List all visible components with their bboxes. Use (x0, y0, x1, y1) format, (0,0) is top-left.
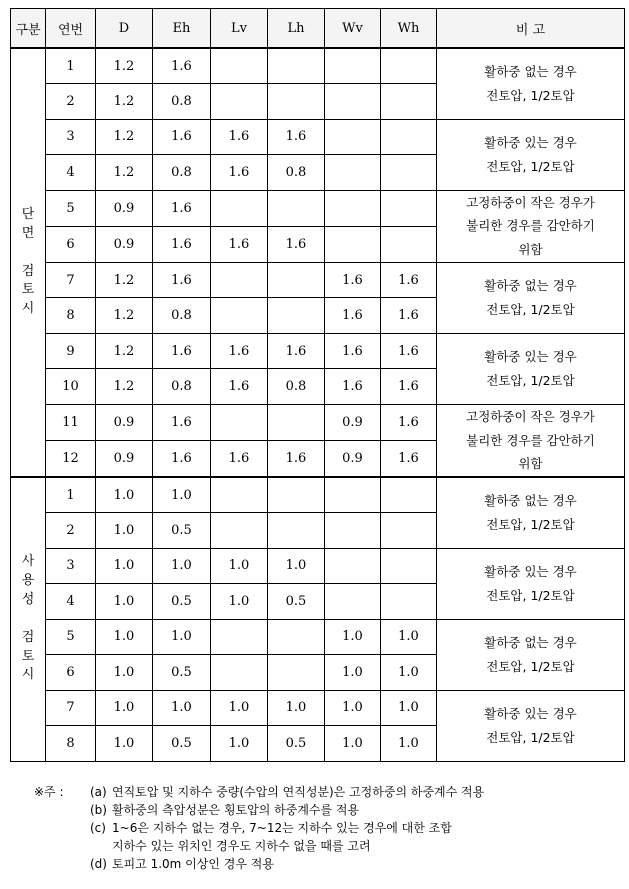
header-wv: Wv (325, 9, 381, 49)
factor-cell-lh (268, 513, 325, 549)
factor-cell-wh (381, 155, 437, 191)
factor-cell-d: 1.0 (96, 548, 153, 584)
factor-cell-wv (325, 226, 381, 262)
factor-cell-d: 1.2 (96, 333, 153, 369)
factor-cell-wv: 0.9 (325, 404, 381, 440)
group-label-char: 검 (21, 263, 35, 279)
factor-cell-lh: 0.5 (268, 726, 325, 762)
serial-cell: 5 (46, 190, 96, 226)
factor-cell-eh: 0.8 (153, 298, 211, 334)
factor-cell-wh: 1.0 (381, 619, 437, 655)
footnote-mark: (c) (90, 821, 106, 835)
factor-cell-lh: 1.6 (268, 226, 325, 262)
serial-cell: 7 (46, 262, 96, 298)
table-row (11, 404, 625, 440)
factor-cell-lh: 0.8 (268, 369, 325, 405)
factor-cell-wh: 1.6 (381, 369, 437, 405)
factor-cell-wh (381, 84, 437, 120)
factor-cell-lv (211, 298, 268, 334)
factor-cell-lh: 0.8 (268, 155, 325, 191)
factor-cell-eh: 1.6 (153, 262, 211, 298)
factor-cell-wh: 1.6 (381, 333, 437, 369)
footnote-text: 1~6은 지하수 없는 경우, 7~12는 지하수 있는 경우에 대한 조합 (112, 821, 452, 835)
factor-cell-lv: 1.0 (211, 726, 268, 762)
remark-cell (437, 119, 625, 190)
factor-cell-lh (268, 477, 325, 513)
factor-cell-lh: 1.6 (268, 441, 325, 477)
factor-cell-lh (268, 190, 325, 226)
serial-cell: 8 (46, 726, 96, 762)
factor-cell-lv: 1.6 (211, 333, 268, 369)
factor-cell-lv (211, 84, 268, 120)
factor-cell-d: 1.0 (96, 690, 153, 726)
factor-cell-eh: 0.5 (153, 513, 211, 549)
factor-cell-wh (381, 548, 437, 584)
header-wh: Wh (381, 9, 437, 49)
factor-cell-wh: 1.6 (381, 404, 437, 440)
header-d: D (96, 9, 153, 49)
factor-cell-d: 1.2 (96, 298, 153, 334)
factor-cell-d: 1.2 (96, 84, 153, 120)
serial-cell: 5 (46, 619, 96, 655)
factor-cell-wh: 1.6 (381, 441, 437, 477)
factor-cell-d: 1.2 (96, 155, 153, 191)
serial-cell: 6 (46, 226, 96, 262)
remark-line: 전토압, 1/2토압 (486, 372, 575, 388)
header-remarks: 비 고 (437, 9, 625, 49)
footnote-lead: ※주 : (34, 785, 64, 799)
remark-line: 전토압, 1/2토압 (486, 729, 575, 745)
factor-cell-wh (381, 119, 437, 155)
factor-cell-lv: 1.6 (211, 226, 268, 262)
factor-cell-eh: 1.0 (153, 548, 211, 584)
factor-cell-wv (325, 155, 381, 191)
remark-line: 활하중 없는 경우 (484, 493, 577, 508)
serial-cell: 3 (46, 119, 96, 155)
factor-cell-d: 0.9 (96, 226, 153, 262)
footnote-c (34, 819, 614, 837)
factor-cell-eh: 1.6 (153, 404, 211, 440)
serial-cell: 7 (46, 690, 96, 726)
factor-cell-eh: 0.8 (153, 155, 211, 191)
header-eh: Eh (153, 9, 211, 49)
remark-line: 전토압, 1/2토압 (486, 587, 575, 603)
factor-cell-lh (268, 262, 325, 298)
remark-line: 위함 (518, 456, 543, 472)
factor-cell-lv (211, 48, 268, 84)
remark-line: 활하중 있는 경우 (484, 563, 577, 579)
factor-cell-d: 0.9 (96, 404, 153, 440)
group-label (11, 477, 46, 761)
group-label-char: 사 (21, 554, 35, 570)
serial-cell: 4 (46, 155, 96, 191)
factor-cell-wv (325, 48, 381, 84)
factor-cell-eh: 1.6 (153, 441, 211, 477)
group-label-char (11, 610, 45, 629)
factor-cell-wh (381, 226, 437, 262)
factor-cell-eh: 1.6 (153, 119, 211, 155)
factor-cell-lh (268, 84, 325, 120)
remark-cell (437, 333, 625, 404)
factor-cell-d: 1.0 (96, 619, 153, 655)
factor-cell-eh: 0.8 (153, 84, 211, 120)
factor-cell-lh (268, 48, 325, 84)
remark-cell (437, 690, 625, 761)
factor-cell-lv (211, 477, 268, 513)
serial-cell: 2 (46, 513, 96, 549)
remark-line: 전토압, 1/2토압 (486, 158, 575, 174)
factor-cell-lv (211, 262, 268, 298)
factor-cell-wv: 1.0 (325, 726, 381, 762)
factor-cell-lh (268, 655, 325, 691)
factor-cell-lh: 0.5 (268, 584, 325, 620)
factor-cell-wh (381, 48, 437, 84)
remark-cell (437, 477, 625, 548)
factor-cell-lh: 1.6 (268, 119, 325, 155)
factor-cell-lh (268, 619, 325, 655)
table-row (11, 619, 625, 655)
factor-cell-wh (381, 190, 437, 226)
factor-cell-wv: 0.9 (325, 441, 381, 477)
factor-cell-wv (325, 584, 381, 620)
remark-line: 고정하중이 작은 경우가 (466, 194, 595, 210)
serial-cell: 3 (46, 548, 96, 584)
footnote-mark: (d) (90, 857, 107, 871)
table-row (11, 333, 625, 369)
remark-line: 전토압, 1/2토압 (486, 658, 575, 674)
load-combination-table (10, 8, 625, 762)
factor-cell-lv: 1.6 (211, 369, 268, 405)
header-lh: Lh (268, 9, 325, 49)
factor-cell-lh: 1.0 (268, 548, 325, 584)
factor-cell-wh (381, 477, 437, 513)
table-row (11, 190, 625, 226)
footnotes (34, 783, 614, 873)
group-label-char: 시 (21, 301, 35, 317)
factor-cell-lv: 1.6 (211, 155, 268, 191)
factor-cell-d: 1.2 (96, 369, 153, 405)
factor-cell-lv (211, 655, 268, 691)
group-label (11, 48, 46, 477)
group-label-char (11, 244, 45, 263)
factor-cell-lh (268, 404, 325, 440)
factor-cell-d: 1.0 (96, 655, 153, 691)
remark-cell (437, 619, 625, 690)
serial-cell: 11 (46, 404, 96, 440)
factor-cell-wv (325, 513, 381, 549)
factor-cell-wh (381, 513, 437, 549)
header-category: 구분 (11, 9, 46, 49)
group-label-char: 검 (21, 629, 35, 645)
remark-line: 고정하중이 작은 경우가 (466, 408, 595, 424)
factor-cell-lv (211, 404, 268, 440)
factor-cell-lh: 1.6 (268, 333, 325, 369)
remark-line: 전토압, 1/2토압 (486, 301, 575, 317)
factor-cell-d: 0.9 (96, 441, 153, 477)
factor-cell-wv: 1.6 (325, 262, 381, 298)
factor-cell-lv: 1.6 (211, 119, 268, 155)
factor-cell-eh: 1.6 (153, 48, 211, 84)
factor-cell-d: 1.0 (96, 477, 153, 513)
remark-line: 불리한 경우를 감안하기 (466, 432, 595, 448)
factor-cell-eh: 1.0 (153, 619, 211, 655)
group-label-char: 성 (21, 591, 35, 607)
factor-cell-d: 1.0 (96, 584, 153, 620)
factor-cell-lv (211, 619, 268, 655)
factor-cell-wv: 1.0 (325, 619, 381, 655)
serial-cell: 9 (46, 333, 96, 369)
factor-cell-lv (211, 190, 268, 226)
factor-cell-wv: 1.0 (325, 655, 381, 691)
header-serial: 연번 (46, 9, 96, 49)
factor-cell-wv (325, 190, 381, 226)
remark-line: 전토압, 1/2토압 (486, 516, 575, 532)
factor-cell-wv (325, 477, 381, 513)
table-row (11, 548, 625, 584)
factor-cell-wv (325, 84, 381, 120)
remark-cell (437, 190, 625, 262)
group-label-char: 면 (21, 225, 35, 241)
group-label-char: 용 (21, 573, 35, 589)
remark-line: 활하중 없는 경우 (484, 634, 577, 650)
remark-line: 활하중 없는 경우 (484, 64, 577, 79)
factor-cell-d: 0.9 (96, 190, 153, 226)
remark-line: 불리한 경우를 감안하기 (466, 218, 595, 234)
remark-cell (437, 404, 625, 477)
footnote-mark: (b) (90, 803, 107, 817)
serial-cell: 1 (46, 48, 96, 84)
serial-cell: 10 (46, 369, 96, 405)
factor-cell-wv: 1.0 (325, 690, 381, 726)
footnote-c-continuation: 지하수 있는 위치인 경우도 지하수 없을 때를 고려 (112, 839, 371, 853)
factor-cell-eh: 1.6 (153, 226, 211, 262)
remark-line: 활하중 있는 경우 (484, 349, 577, 364)
factor-cell-wv (325, 119, 381, 155)
table-row (11, 477, 625, 513)
table-row (11, 48, 625, 84)
remark-line: 전토압, 1/2토압 (486, 87, 575, 103)
factor-cell-d: 1.2 (96, 119, 153, 155)
factor-cell-d: 1.2 (96, 262, 153, 298)
factor-cell-eh: 0.5 (153, 655, 211, 691)
footnote-b (34, 801, 614, 819)
factor-cell-wv: 1.6 (325, 333, 381, 369)
footnote-a (34, 783, 614, 801)
footnote-d (34, 855, 614, 873)
factor-cell-d: 1.0 (96, 513, 153, 549)
remark-line: 위함 (518, 242, 543, 257)
group-label-char: 단 (21, 206, 35, 222)
factor-cell-eh: 0.5 (153, 726, 211, 762)
factor-cell-wh: 1.0 (381, 726, 437, 762)
serial-cell: 8 (46, 298, 96, 334)
footnote-text: 연직토압 및 지하수 중량(수압의 연직성분)은 고정하중의 하중계수 적용 (112, 785, 485, 799)
table-row (11, 119, 625, 155)
group-label-char: 토 (21, 282, 35, 298)
factor-cell-wv: 1.6 (325, 298, 381, 334)
factor-cell-wh: 1.0 (381, 690, 437, 726)
remark-cell (437, 262, 625, 333)
footnote-text: 토피고 1.0m 이상인 경우 적용 (112, 857, 274, 871)
factor-cell-wh: 1.6 (381, 298, 437, 334)
header-row (11, 9, 625, 49)
factor-cell-wh: 1.0 (381, 655, 437, 691)
factor-cell-wh: 1.6 (381, 262, 437, 298)
factor-cell-wv (325, 548, 381, 584)
serial-cell: 4 (46, 584, 96, 620)
remark-line: 활하중 있는 경우 (484, 134, 577, 150)
serial-cell: 2 (46, 84, 96, 120)
factor-cell-lv: 1.6 (211, 441, 268, 477)
header-lv: Lv (211, 9, 268, 49)
factor-cell-eh: 1.6 (153, 333, 211, 369)
factor-cell-lv: 1.0 (211, 548, 268, 584)
serial-cell: 12 (46, 441, 96, 477)
table-row (11, 262, 625, 298)
factor-cell-lh: 1.0 (268, 690, 325, 726)
factor-cell-eh: 1.0 (153, 477, 211, 513)
remark-cell (437, 48, 625, 119)
remark-cell (437, 548, 625, 619)
factor-cell-eh: 0.5 (153, 584, 211, 620)
remark-line: 활하중 있는 경우 (484, 705, 577, 721)
remark-line: 활하중 없는 경우 (484, 278, 577, 293)
serial-cell: 6 (46, 655, 96, 691)
group-label-char: 토 (21, 648, 35, 664)
table-row (11, 690, 625, 726)
serial-cell: 1 (46, 477, 96, 513)
factor-cell-eh: 1.6 (153, 190, 211, 226)
factor-cell-lv: 1.0 (211, 690, 268, 726)
factor-cell-wh (381, 584, 437, 620)
factor-cell-wv: 1.6 (325, 369, 381, 405)
factor-cell-lv (211, 513, 268, 549)
footnote-text: 활하중의 측압성분은 횡토압의 하중계수를 적용 (112, 803, 360, 817)
factor-cell-d: 1.0 (96, 726, 153, 762)
factor-cell-lv: 1.0 (211, 584, 268, 620)
factor-cell-d: 1.2 (96, 48, 153, 84)
group-label-char: 시 (21, 667, 35, 683)
factor-cell-eh: 1.0 (153, 690, 211, 726)
footnote-mark: (a) (90, 785, 107, 799)
factor-cell-eh: 0.8 (153, 369, 211, 405)
factor-cell-lh (268, 298, 325, 334)
